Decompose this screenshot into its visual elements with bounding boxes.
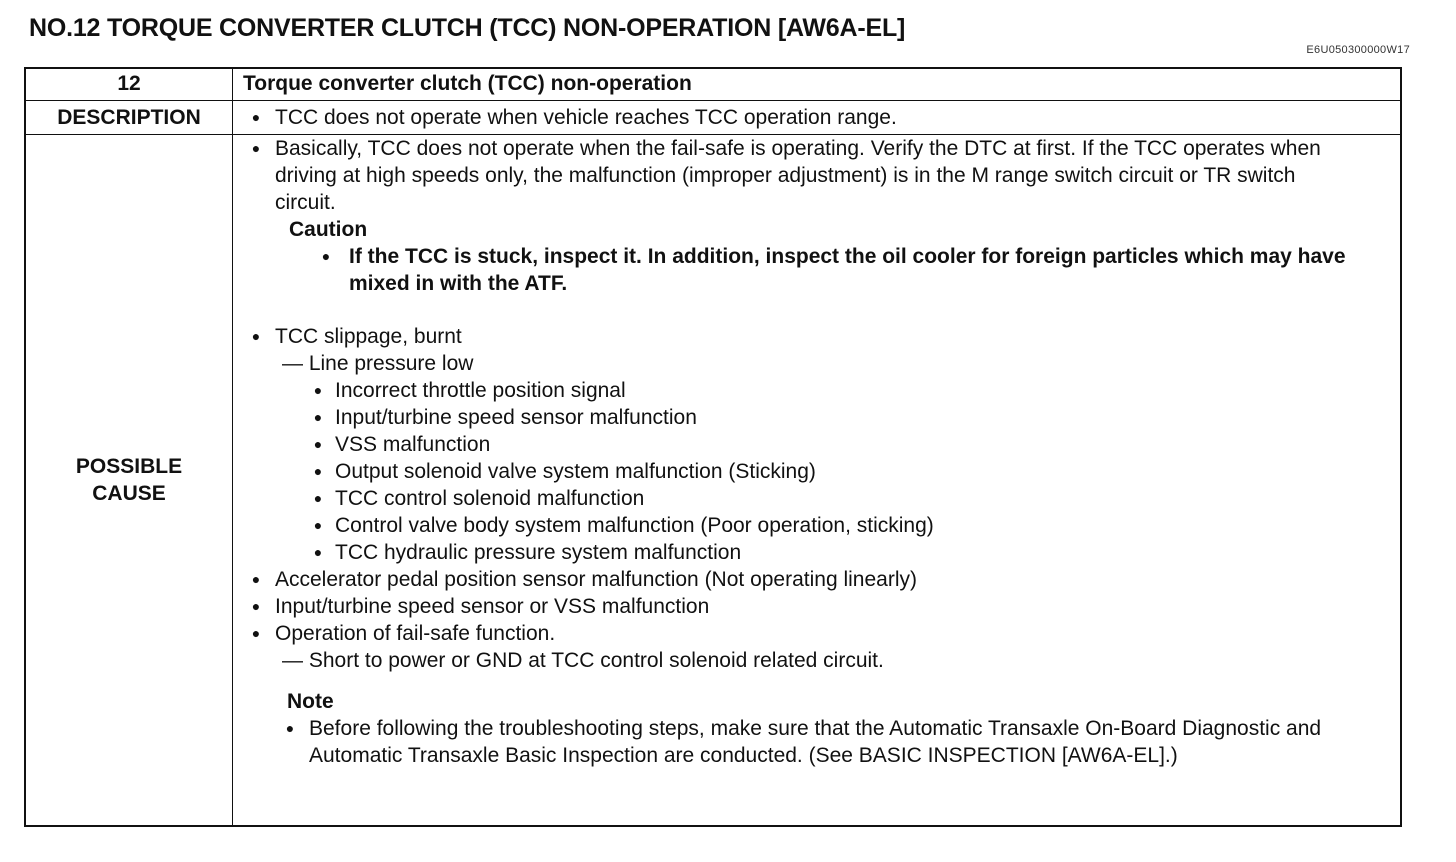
list-item: ● Operation of fail-safe function. [233,620,1400,647]
possible-cause-cell [233,135,1402,827]
possible-cause-row [25,135,1401,827]
document-id: E6U050300000W17 [1306,44,1410,56]
possible-cause-label-line2: CAUSE [92,482,166,505]
list-item: ● Output solenoid valve system malfunction (Sticking) [233,458,1400,485]
list-item: ● VSS malfunction [233,431,1400,458]
bullet-dot-icon: ● [251,109,261,125]
troubleshooting-table [24,67,1402,827]
fail-safe-subitem: — Short to power or GND at TCC control solenoid related circuit. [282,649,884,672]
bullet-dot-icon: ● [313,436,323,452]
line-pressure-subheading: — Line pressure low [282,352,474,375]
slippage-item [233,323,1400,350]
bullet-dot-icon: ● [285,720,295,736]
slippage-text: TCC slippage, burnt [275,325,462,348]
page-title: NO.12 TORQUE CONVERTER CLUTCH (TCC) NON-OPERATION [AW6A-EL] [29,14,906,42]
bullet-dot-icon: ● [313,517,323,533]
bullet-dot-icon: ● [313,490,323,506]
spacer [233,297,1400,323]
header-number: 12 [25,68,233,101]
bullet-dot-icon: ● [313,463,323,479]
description-row [25,101,1401,135]
bullet-dot-icon: ● [251,571,261,587]
note-text: Before following the troubleshooting steps, make sure that the Automatic Transaxle On-Board Diagnostic and Automatic Transaxle Basic Inspection are conducted. (See BASIC INSPECTION [AW6A-EL].) [309,717,1322,767]
list-item: ● Accelerator pedal position sensor malfunction (Not operating linearly) [233,566,1400,593]
cause-intro-text: Basically, TCC does not operate when the fail-safe is operating. Verify the DTC at first. If the TCC operates when driving at high speeds only, the malfunction (improper adjustment) is in the M range switch circuit or TR switch circuit. [275,137,1321,214]
note-title: Note [287,690,334,713]
note-item [233,715,1400,769]
bullet-dot-icon: ● [251,598,261,614]
bullet-dot-icon: ● [313,409,323,425]
description-item: ● TCC does not operate when vehicle reaches TCC operation range. [233,101,1400,134]
bullet-dot-icon: ● [313,382,323,398]
caution-title: Caution [289,218,368,241]
bullet-dot-icon: ● [251,328,261,344]
list-item: ● TCC hydraulic pressure system malfunction [233,539,1400,566]
table-header-row [25,68,1401,101]
list-item: ● TCC control solenoid malfunction [233,485,1400,512]
bullet-dot-icon: ● [251,625,261,641]
bullet-dot-icon: ● [321,248,331,264]
bullet-dot-icon: ● [313,544,323,560]
list-item: ● Control valve body system malfunction (Poor operation, sticking) [233,512,1400,539]
caution-item [233,243,1400,297]
possible-cause-label-line1: POSSIBLE [75,455,183,478]
description-label: DESCRIPTION [25,101,233,135]
header-title: Torque converter clutch (TCC) non-operation [233,68,1402,101]
caution-text: If the TCC is stuck, inspect it. In addition, inspect the oil cooler for foreign particles which may have mixed in with the ATF. [349,245,1346,295]
description-cell [233,101,1402,135]
bullet-dot-icon: ● [251,140,261,156]
list-item: ● Input/turbine speed sensor or VSS malfunction [233,593,1400,620]
list-item: ● Incorrect throttle position signal [233,377,1400,404]
possible-cause-label [25,135,233,827]
cause-intro-item [233,135,1400,216]
list-item: ● Input/turbine speed sensor malfunction [233,404,1400,431]
